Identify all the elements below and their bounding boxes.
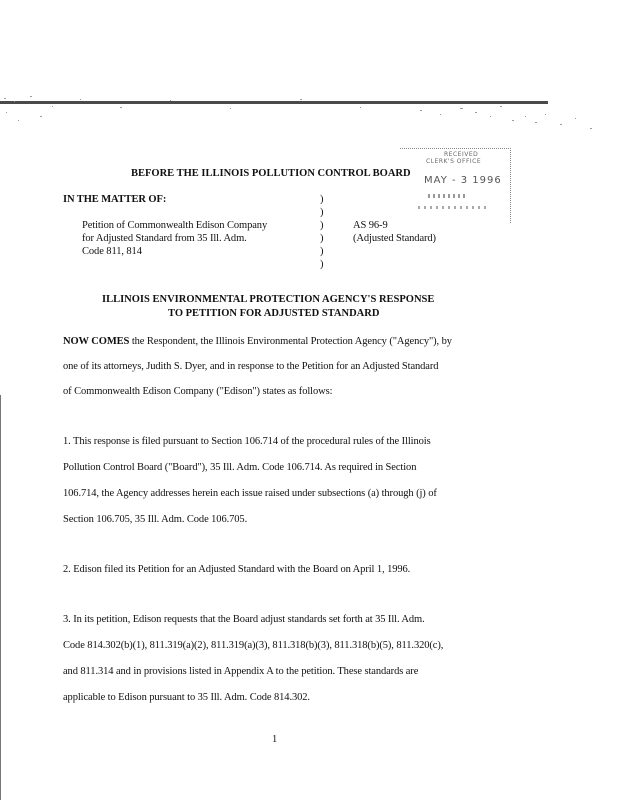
- response-title-line-2: TO PETITION FOR ADJUSTED STANDARD: [168, 308, 380, 319]
- paragraph-3-line-3: and 811.314 and in provisions listed in Appendix A to the petition. These standards are: [63, 666, 419, 677]
- intro-line-3: of Commonwealth Edison Company ("Edison") states as follows:: [63, 386, 333, 397]
- petition-line-3: Code 811, 814: [82, 246, 142, 257]
- paragraph-3-line-2: Code 814.302(b)(1), 811.319(a)(2), 811.319(a)(3), 811.318(b)(3), 811.318(b)(5), 811.320(c),: [63, 640, 444, 651]
- received-stamp: [400, 148, 512, 224]
- stamp-clerks-office: CLERK'S OFFICE: [426, 158, 482, 165]
- stamp-received: RECEIVED: [444, 151, 479, 158]
- scan-left-edge: [0, 395, 1, 800]
- caption-paren: ): [320, 246, 324, 257]
- caption-paren: ): [320, 207, 324, 218]
- intro-line-2: one of its attorneys, Judith S. Dyer, and in response to the Petition for an Adjusted Standard: [63, 361, 439, 372]
- stamp-smudge: [418, 206, 488, 209]
- page-number: 1: [272, 734, 278, 745]
- now-comes: NOW COMES: [63, 336, 130, 347]
- paragraph-1-line-4: Section 106.705, 35 Ill. Adm. Code 106.705.: [63, 514, 248, 525]
- stamp-smudge: [428, 194, 468, 198]
- paragraph-1-line-3: 106.714, the Agency addresses herein each issue raised under subsections (a) through (j) of: [63, 488, 437, 499]
- petition-line-1: Petition of Commonwealth Edison Company: [82, 220, 268, 231]
- caption-paren: ): [320, 233, 324, 244]
- case-type: (Adjusted Standard): [353, 233, 436, 244]
- petition-line-2: for Adjusted Standard from 35 Ill. Adm.: [82, 233, 247, 244]
- response-title-line-1: ILLINOIS ENVIRONMENTAL PROTECTION AGENCY'S RESPONSE: [102, 294, 435, 305]
- caption-paren: ): [320, 220, 324, 231]
- caption-paren: ): [320, 194, 324, 205]
- board-title: BEFORE THE ILLINOIS POLLUTION CONTROL BOARD: [131, 168, 411, 179]
- caption-paren: ): [320, 259, 324, 270]
- paragraph-2-line-1: 2. Edison filed its Petition for an Adjusted Standard with the Board on April 1, 1996.: [63, 564, 411, 575]
- intro-line-1-text: the Respondent, the Illinois Environmental Protection Agency ("Agency"), by: [129, 336, 452, 347]
- intro-line-1: [63, 336, 452, 348]
- paragraph-1-line-2: Pollution Control Board ("Board"), 35 Ill. Adm. Code 106.714. As required in Section: [63, 462, 417, 473]
- paragraph-3-line-1: 3. In its petition, Edison requests that the Board adjust standards set forth at 35 Ill. Adm.: [63, 614, 425, 625]
- paragraph-1-line-1: 1. This response is filed pursuant to Section 106.714 of the procedural rules of the Illinois: [63, 436, 431, 447]
- stamp-date: MAY - 3 1996: [424, 175, 502, 186]
- scan-noise-artifact: [0, 92, 618, 137]
- paragraph-3-line-4: applicable to Edison pursuant to 35 Ill. Adm. Code 814.302.: [63, 692, 310, 703]
- in-the-matter-label: IN THE MATTER OF:: [63, 194, 167, 205]
- case-number: AS 96-9: [353, 220, 388, 231]
